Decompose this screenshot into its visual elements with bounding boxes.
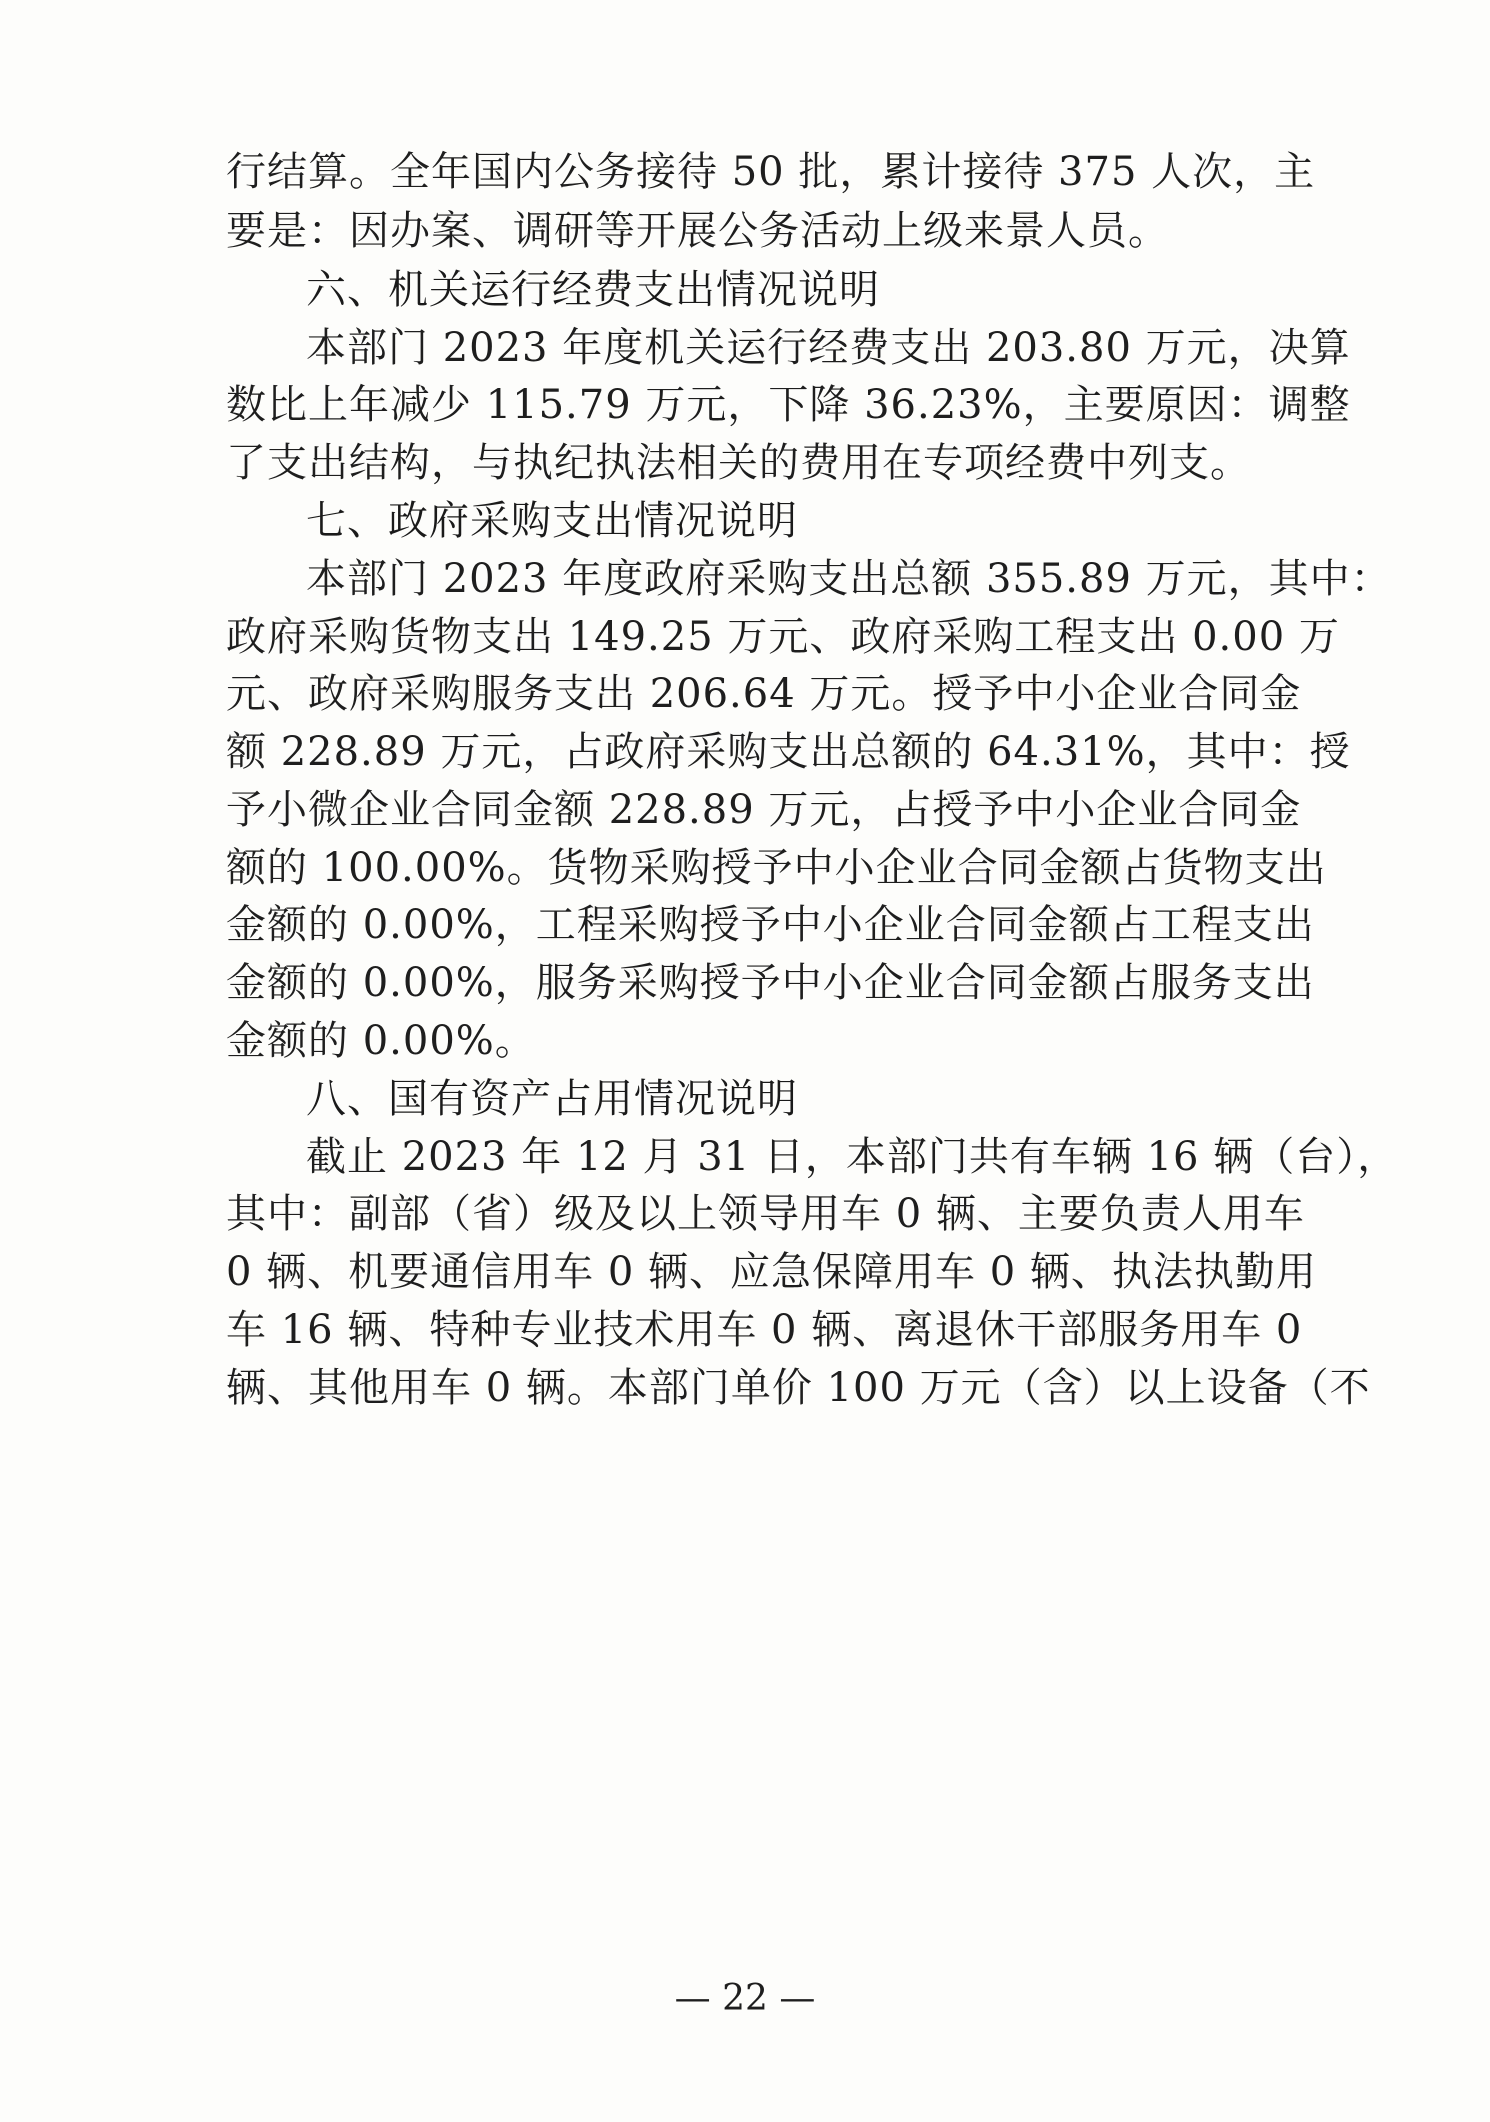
- paragraph-line: 额的 100.00%。货物采购授予中小企业合同金额占货物支出: [226, 845, 1327, 891]
- paragraph-line: 本部门 2023 年度政府采购支出总额 355.89 万元，其中：: [306, 556, 1392, 602]
- paragraph-line: 车 16 辆、特种专业技术用车 0 辆、离退休干部服务用车 0: [226, 1307, 1303, 1353]
- section-heading-8: 八、国有资产占用情况说明: [306, 1076, 798, 1122]
- paragraph-line: 金额的 0.00%。: [226, 1018, 536, 1064]
- paragraph-line: 辆、其他用车 0 辆。本部门单价 100 万元（含）以上设备（不: [226, 1365, 1371, 1411]
- paragraph-line: 金额的 0.00%，工程采购授予中小企业合同金额占工程支出: [226, 902, 1315, 948]
- section-heading-7: 七、政府采购支出情况说明: [306, 498, 798, 544]
- paragraph-line: 金额的 0.00%，服务采购授予中小企业合同金额占服务支出: [226, 960, 1315, 1006]
- paragraph-line: 了支出结构，与执纪执法相关的费用在专项经费中列支。: [226, 440, 1251, 486]
- paragraph-line: 其中：副部（省）级及以上领导用车 0 辆、主要负责人用车: [226, 1191, 1305, 1237]
- paragraph-line: 元、政府采购服务支出 206.64 万元。授予中小企业合同金: [226, 671, 1302, 717]
- paragraph-line: 截止 2023 年 12 月 31 日，本部门共有车辆 16 辆（台），: [306, 1134, 1399, 1180]
- paragraph-line: 数比上年减少 115.79 万元，下降 36.23%，主要原因：调整: [226, 382, 1351, 428]
- paragraph-line: 予小微企业合同金额 228.89 万元，占授予中小企业合同金: [226, 787, 1302, 833]
- paragraph-line: 0 辆、机要通信用车 0 辆、应急保障用车 0 辆、执法执勤用: [226, 1249, 1317, 1295]
- paragraph-line: 本部门 2023 年度机关运行经费支出 203.80 万元，决算: [306, 325, 1351, 371]
- section-heading-6: 六、机关运行经费支出情况说明: [306, 267, 880, 313]
- page-number: — 22 —: [674, 1978, 816, 2019]
- paragraph-line: 要是：因办案、调研等开展公务活动上级来景人员。: [226, 208, 1169, 254]
- paragraph-line: 政府采购货物支出 149.25 万元、政府采购工程支出 0.00 万: [226, 614, 1340, 660]
- paragraph-line: 行结算。全年国内公务接待 50 批，累计接待 375 人次，主: [226, 149, 1316, 195]
- paragraph-line: 额 228.89 万元，占政府采购支出总额的 64.31%，其中：授: [226, 729, 1351, 775]
